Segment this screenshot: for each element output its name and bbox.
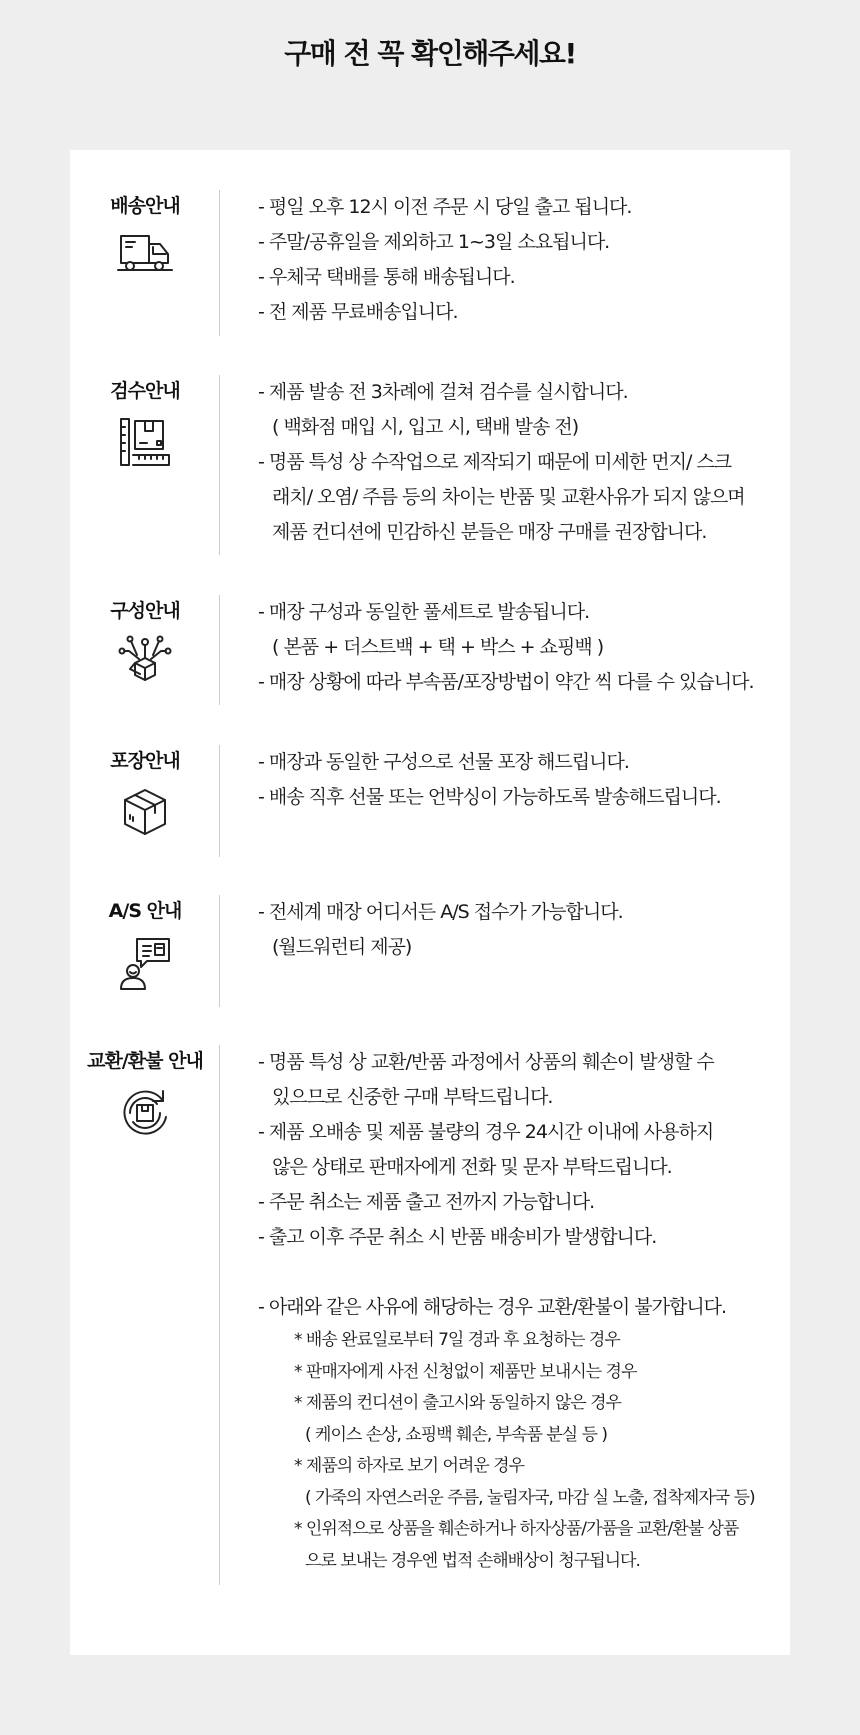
exception-line: * 제품의 컨디션이 출고시와 동일하지 않은 경우	[294, 1393, 621, 1413]
info-line: - 전세계 매장 어디서든 A/S 접수가 가능합니다.	[258, 901, 623, 923]
exception-line: ( 케이스 손상, 쇼핑백 훼손, 부속품 분실 등 )	[305, 1424, 608, 1445]
package-components-icon	[117, 635, 173, 685]
delivery-truck-icon	[117, 230, 173, 274]
info-line: - 제품 발송 전 3차례에 걸쳐 검수를 실시합니다.	[258, 381, 628, 403]
info-line: - 배송 직후 선물 또는 언박싱이 가능하도록 발송해드립니다.	[258, 786, 721, 808]
notice-card	[70, 150, 790, 1655]
section-label: 포장안내	[110, 750, 180, 772]
page-title: 구매 전 꼭 확인해주세요!	[284, 37, 576, 70]
info-line: 않은 상태로 판매자에게 전화 및 문자 부탁드립니다.	[272, 1156, 672, 1178]
info-line: 제품 컨디션에 민감하신 분들은 매장 구매를 권장합니다.	[272, 521, 707, 543]
info-line: - 주문 취소는 제품 출고 전까지 가능합니다.	[258, 1191, 595, 1213]
exception-line: * 인위적으로 상품을 훼손하거나 하자상품/가품을 교환/환불 상품	[294, 1519, 739, 1539]
info-line: ( 백화점 매입 시, 입고 시, 택배 발송 전)	[272, 416, 579, 438]
box-icon	[119, 785, 171, 839]
info-line: - 출고 이후 주문 취소 시 반품 배송비가 발생합니다.	[258, 1226, 657, 1248]
info-line: - 매장 구성과 동일한 풀세트로 발송됩니다.	[258, 601, 590, 623]
info-line: - 매장 상황에 따라 부속품/포장방법이 약간 씩 다를 수 있습니다.	[258, 671, 754, 693]
info-line: ( 본품 + 더스트백 + 택 + 박스 + 쇼핑백 )	[272, 636, 604, 658]
info-line: - 전 제품 무료배송입니다.	[258, 301, 458, 323]
exception-line: * 제품의 하자로 보기 어려운 경우	[294, 1456, 525, 1476]
exception-line: ( 가죽의 자연스러운 주름, 눌림자국, 마감 실 노출, 접착제자국 등)	[305, 1487, 755, 1508]
info-line: 래치/ 오염/ 주름 등의 차이는 반품 및 교환사유가 되지 않으며	[272, 486, 745, 508]
info-line: - 제품 오배송 및 제품 불량의 경우 24시간 이내에 사용하지	[258, 1121, 714, 1143]
info-line: - 아래와 같은 사유에 해당하는 경우 교환/환불이 불가합니다.	[258, 1296, 727, 1318]
exception-line: * 배송 완료일로부터 7일 경과 후 요청하는 경우	[294, 1330, 620, 1350]
info-line: - 주말/공휴일을 제외하고 1~3일 소요됩니다.	[258, 231, 610, 253]
info-line: - 평일 오후 12시 이전 주문 시 당일 출고 됩니다.	[258, 196, 632, 218]
info-line: (월드워런티 제공)	[272, 936, 412, 958]
section-label: 검수안내	[110, 380, 180, 402]
info-line: - 명품 특성 상 수작업으로 제작되기 때문에 미세한 먼지/ 스크	[258, 451, 732, 473]
section-label: 교환/환불 안내	[87, 1050, 203, 1072]
section-label: A/S 안내	[108, 900, 182, 922]
section-label: 구성안내	[110, 600, 180, 622]
info-line: 있으므로 신중한 구매 부탁드립니다.	[272, 1086, 553, 1108]
section-label: 배송안내	[110, 195, 180, 217]
exception-line: * 판매자에게 사전 신청없이 제품만 보내시는 경우	[294, 1361, 637, 1382]
info-line: - 명품 특성 상 교환/반품 과정에서 상품의 훼손이 발생할 수	[258, 1051, 714, 1073]
exchange-return-icon	[117, 1085, 173, 1141]
inspection-ruler-icon	[117, 415, 173, 469]
exception-line: 으로 보내는 경우엔 법적 손해배상이 청구됩니다.	[305, 1550, 640, 1571]
info-line: - 우체국 택배를 통해 배송됩니다.	[258, 266, 515, 288]
info-line: - 매장과 동일한 구성으로 선물 포장 해드립니다.	[258, 751, 629, 773]
customer-service-icon	[117, 935, 173, 991]
